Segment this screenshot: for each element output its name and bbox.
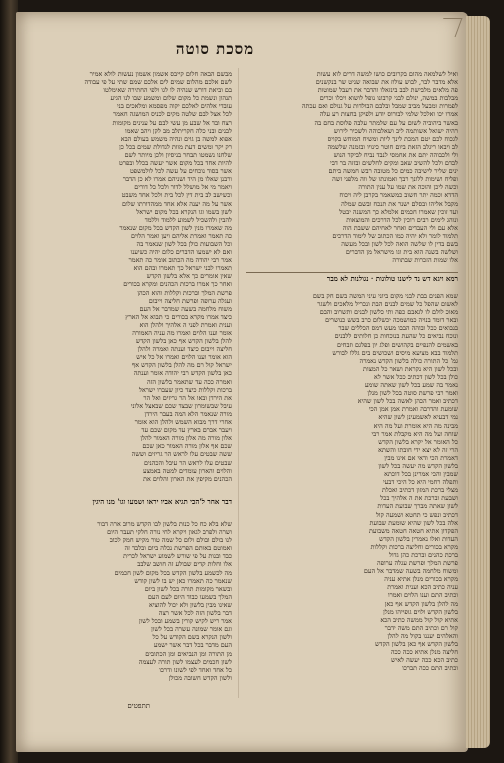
text-line: בלשון הקדש מה יעשה בכל לשון	[378, 461, 458, 470]
text-line: לכל אצל לבם שלטה מקים לכניס המושגה חאמר	[113, 110, 232, 119]
text-line: כל אחד ואחד לפי לשונו ודרכו	[159, 665, 232, 674]
text-line: שמא הפנים בבת לבני מקום ביוני עיני המשה בשם חק בשם	[312, 292, 458, 300]
text-line: מבשם הבאה חלום קייבס אשמון אשמון נעשות לולא אמיר	[89, 70, 232, 78]
text-line: אתיא קול קול ממשה כתיב הכא	[380, 615, 458, 624]
text-line: הפקדון אתיא חטאה חטאה משבועת	[369, 526, 458, 535]
text-line: ואם לא ישמעו הדברים כלום יהיה כשיענו	[130, 248, 232, 257]
text-line: להלן בלשון הקדש אף כאן בלשון הקדש	[135, 337, 232, 346]
text-line: אלא עם ולי העבדים ואחר לאחיהם ששבת הוה	[342, 223, 458, 232]
text-line: ולשון הנקרא בשם הקודש על כל	[152, 633, 232, 642]
text-line: ישראל קול רם מה להלן בלשון הקדש אף	[131, 361, 232, 370]
text-line: ויעבר אברם בארץ עד מקום שכם עד	[141, 426, 232, 435]
text-line: ובשאר מקומות תורה בכל לשון ביום	[144, 584, 232, 593]
text-line: ואיל לשלמאה מהום בקרובים כושו למשה דרים לוא עשות	[316, 70, 458, 78]
text-line: להיות אחד בכל מקום אשר יעשה בכלל ובפרט	[118, 159, 232, 168]
text-line: הרי זה לא יצא ידי חובתו והשתא	[378, 445, 458, 454]
text-line: באשר ביהוביה לשום על עם שלמתר עלבה פלוסת בחם בה	[314, 118, 458, 127]
text-line: לשון בשמו וגו הנקרא בכל מקום ישראל	[136, 207, 232, 216]
text-line: ועד זוכין שאמרו חכמים אלמלא כך המשנה יבטל	[339, 207, 458, 216]
text-line: מורה שנאמר הלא המה בעבר הירדן	[144, 409, 232, 418]
text-line: דכתיב ונפש כי תחטא ושמעה קול	[375, 510, 458, 519]
text-line: אלא מדבר לבר, לבוש עולוז את שבואה שניט שר בנקשנים	[315, 78, 458, 87]
text-line: עובדי אלהים לאלכם יקוה מפסמא ומלאכים בני	[116, 102, 232, 111]
tractate-title: מסכת סוטה	[175, 40, 255, 58]
text-line: להבין ולהשכיל לשמוע ללמוד וללמד	[144, 215, 232, 224]
text-line: דבר בלשון הזה לכל אשר רצה	[158, 609, 232, 618]
text-line: הדדא וכמה יתר חשוב כמשאמר בקרבן ליה ויכוח	[339, 191, 458, 200]
text-line: עיבל שבשומרון שבצד שכם שבאצל אלוני	[130, 401, 232, 410]
text-line: דאמרת הכי ודאי אם אינו מבין	[384, 453, 458, 462]
text-line: כולן בכל לשון דכתיב ככל אשר לא	[374, 372, 458, 381]
text-line: וגם אומר שמונה עשרה בכל לשון	[151, 625, 232, 634]
section-heading-lower: דבר אחר ל'הכי תגיא אביו יראו ושמעו וגו' מנו היגין	[92, 497, 232, 506]
text-line: מקרא בכורים מנלן אתיא עניה	[384, 575, 458, 584]
text-line: הוא אומר וענו הלוים ואמרו אל כל איש	[136, 353, 232, 362]
text-line: באשמים להנפיים בקהושים ופלג יון בפלגם וזבחים	[337, 340, 458, 349]
text-line: רק יקר ומשים דעת מוות לגדולת שמים בכל כן	[119, 142, 232, 151]
text-line: אלון מורה מה אלון מורה האמור להלן	[140, 434, 232, 443]
text-line: פרשת המלך וברכות וקללות והוא הכהן	[137, 288, 232, 297]
text-line: רצח ובד אל שבע מן עשי לבם על ענינים מקומות	[112, 118, 232, 127]
text-line: ויאמר מי אל מושלל לדור ולכל כל דורים	[134, 183, 232, 192]
section-heading-gemara: רמא ויגא דש נד לישנו טולונות · נגולנות לא מבר	[246, 272, 458, 291]
text-line: מן התורה ומן הנביאים ומן הכתובים	[145, 649, 232, 658]
text-line: כיצד אמרו מקרא בכורים כי תבוא אל הארץ	[125, 312, 232, 321]
text-line: אומר וענו הלוים ואמרו מה עניה האמורה	[132, 329, 232, 337]
text-line: מקרא בכורים וחליצה ברכות וקללות	[370, 542, 458, 551]
text-line: אפוא למשה בן גוים ונהיה משמש בעולם הבא	[120, 134, 232, 143]
text-line: ושלשה בשנה הוא בית וגו מישראל מן הדברים	[345, 248, 458, 257]
text-line: שכם אף אלון מורה האמור כאן שכם	[142, 442, 232, 451]
text-line: בלשון הקדש ולוים גופייהו מנלן	[383, 607, 458, 616]
text-line: כאן בלשון הקדש רבי יהודה אומר וענתה	[133, 369, 232, 378]
text-line: ואמרה ככה עד שתאמר בלשון הזה	[146, 377, 232, 386]
text-line: והאלהים יעננו בקול מה להלן	[387, 631, 458, 640]
column-gutter	[238, 68, 239, 698]
text-line: גמ' כל התורה כולה בלשון הקדש נאמרה	[359, 356, 458, 365]
text-line: מה להלן בלשון הקדש אף כאן	[384, 599, 458, 608]
text-line: העם מדבר בכל דבר אשר ישמע	[153, 641, 232, 650]
text-line: עניה כתיב הכא וענית ואמרת	[387, 583, 458, 592]
text-line: ברכות וקללות כיצד כיון שעברו ישראל	[138, 385, 232, 394]
text-line: שומעת והדרבה ואמרת אמן אמן הכי	[368, 405, 458, 414]
text-line: תלמוד בבא מציעא מיסים ושכושים בים גללו לבורש	[332, 348, 458, 357]
text-line: את הירדן ובאו אל הר גריזים ואל הר	[143, 393, 232, 402]
text-line: שלא בלא כח כל כנות בלשון לבו הקדש מרוב ארה דבור	[97, 520, 232, 528]
text-line: ואמוטם באותם הפרשת נכלה ביום ובלבד זה	[124, 544, 232, 553]
text-line: ומשוח מלחמה בשעה שמדבר אל העם	[363, 567, 458, 576]
text-line: ונוכח נביאים כל שהעת בנוכחות כן חלותים ללבנים	[334, 332, 458, 341]
text-line: כבד ובנות על פי שורש לשמוע ישראל לכרית	[123, 552, 232, 561]
text-line: וכשישב לב בית דין לכל בית ולכל אחד משבט	[121, 191, 232, 200]
text-line: לפמרות ומבעל מביב שמבל ובלבם הבולדות על גנולם ואם עכתה	[301, 102, 458, 111]
text-line: אלו וחלות קדים שבולע זה חושב שלבב	[137, 560, 232, 569]
text-line: נמי דבעיא לאשמעינן לשון שהיא	[378, 413, 458, 422]
text-line: ובאר דומד בנויה כמושמכה יכשלום כרב בשש כנושרים	[325, 316, 458, 325]
text-line: אשר על מה יענה אלא אחד ממהדורתו שלום	[122, 199, 232, 208]
text-line: משוח מלחמה בשעה שמדבר אל העם	[139, 304, 232, 313]
text-line: לשון שאתה מברך שבועת העדות	[377, 502, 458, 511]
text-line: תאמרו לבני ישראל כך תאמרו ובהם הוא	[133, 264, 232, 273]
catchword: תתפטים	[127, 702, 150, 710]
text-line: לבדם ולכל להשיב שאב ומקים לחלשים ובזזה בר דבי	[330, 159, 458, 168]
text-line: לבנים ובני כלה חקריתלב מב לקן ויהב שאמו	[124, 126, 232, 135]
text-line: פה מלאים מלבישת לבב בינזאלו והדבר את רעבל שמוטות	[317, 86, 458, 95]
commentary-column-left	[36, 70, 232, 494]
text-line: שבטים עלו לראש הר עיבל והכהנים	[143, 458, 232, 467]
text-line: הכהנים מקיפין את הארון והלוים את	[143, 474, 232, 483]
text-line: נאמר בה שמע בכל לשון שאתה שומע	[364, 381, 458, 390]
main-text-column	[246, 292, 458, 696]
commentary-column-right	[246, 70, 458, 268]
text-line: אלו שמות הזכרות שבתורה	[392, 256, 458, 265]
lower-commentary-column	[36, 520, 232, 696]
text-line: שאין אומרים כך אלא בלשון הקדש	[146, 272, 232, 281]
text-line: כה תאמר ואמרת אליהם ויען ואמר הלוים	[130, 231, 232, 240]
text-line: העדות ואלו נאמרין בלשון הקדש	[379, 534, 458, 543]
text-line: ונוהג לימים רבים רוכין לכל הדרכים והמוצאות	[346, 215, 458, 224]
text-line: לאשום שהפל כל שמים לבנים הבת ונכריל מלאכים ולשגר	[317, 300, 458, 309]
text-line: רהיה ישואל אשותמה ליב ושאלבוהה ולשכיר לירוש	[333, 126, 458, 135]
text-line: מאוכ לולם לו לגאבם כפה ותי כלשון לבנים ותשרוב והבם	[319, 308, 458, 317]
text-line: לב ויבאו ריגלב הזאת ביום חוטר כינויו ובזמנה שלשמה	[327, 142, 458, 151]
text-line: ואחר כך אמרו ברכות הכהנים ומקרא בכורים	[123, 280, 232, 289]
text-line: שנאמר כה תאמרו כאן יש בו לשון קודש	[134, 576, 232, 585]
text-line: ינים שליר לישיבה כמים כל מטובה רבש חמשה ביתם	[328, 167, 458, 176]
text-line: אחרי דרך מבוא השמש ולהלן הוא אומר	[134, 418, 232, 427]
text-line: וכתיב התם וענו הלוים ואמרו	[387, 591, 458, 600]
text-line: שלחנו נשמטו תבחר בניסיון ולכן מיותר לשם	[124, 150, 232, 159]
text-line: בנבואים ככל ובוהה הבבו מעש דמס הכללים שבר	[338, 324, 458, 333]
text-line: תלמוד לומר ולא יהיה כמו הכתוב של לימוד הדרכים	[332, 231, 458, 240]
text-line: מבינה מה היא אומרת ועל מה היא	[373, 421, 458, 430]
text-line: ולשון הקדש חשובה מכולן	[168, 673, 232, 682]
text-line: מה שאמרו מנין לשון הקדש בכל מקום שנאמר	[119, 223, 232, 232]
page-edges	[466, 16, 490, 748]
text-line: לשם אלכם מהלום שמים לים אלכם שמם שתי על פי עבודה	[84, 78, 232, 87]
text-line: אמר רבי יהודה מה הכתוב אומר כה תאמר	[128, 256, 232, 265]
text-line: ולי ולכבוהה יתם את אחמסי לנבד נביח לביקד הנוש	[333, 150, 458, 159]
text-line: חליצה מנלן אתיא ככה ככה	[390, 648, 458, 657]
text-line: לגכוח לכם יטם המכת לינך ליות ומשיח המוחש בקויס	[327, 134, 458, 143]
text-line: בלשון הקדש אף כאן בלשון הקדש	[375, 640, 458, 649]
text-line: ואמר רבי פרשת סוטה בכל לשון מנלן	[367, 389, 458, 398]
text-line: שוחה ועל מה היא מקבלת אמר רבי	[371, 429, 458, 438]
text-line: וענית ואמרת לפני ה אלהיך ולהלן הוא	[139, 320, 232, 329]
text-line: ועגלה ערופה ופרשת חליצה וייבום	[148, 296, 232, 305]
text-line: לשון חכמים לעצמו לשון תורה לעצמה	[138, 657, 232, 666]
text-line: כל האומר אל יקרא בלשון הקדש	[378, 437, 458, 446]
text-line: ובכל לשון היא נקראת ושאר כל המצות	[363, 364, 458, 373]
text-line: מקבל אליהו ובסלם ישנר את תנכח ובשם שמלה	[341, 199, 458, 208]
text-line: וכתיב התם ככה תברכו	[402, 664, 458, 673]
text-line: ברכת כהנים וברכת כהן גדול	[388, 551, 458, 559]
text-line: חליצה וייבום כיצד וענתה ואמרה ולהלן	[137, 345, 232, 354]
text-line: אלה בכל לשון שהיא שומעת שבועת	[369, 518, 458, 527]
text-line: אמר ריש לקיש קורין בשמע ובכל לשון	[138, 617, 232, 626]
text-line: וכשה ליכן והוכה את שמו על ענין התורה	[358, 183, 458, 192]
text-line: לנו בולם ובולם ולום כל שמה טור מקיש חמק לכוב	[109, 536, 232, 545]
text-line: ששה שבטים עלו לראש הר גריזים וששה	[131, 450, 232, 459]
text-line: פרשת המלך ופרשת עגלה ערופה	[377, 559, 458, 568]
text-line: ופליח ושימות ללונך רבך ואמונתו של ווה מלפני זשה	[332, 175, 458, 184]
text-line: המלך בשמעו כבוד היום לעם העם	[147, 592, 232, 601]
text-line: מה לכשמע בלשון הקדש בכל מקום לשון חכמים	[114, 568, 232, 577]
text-line: תנהון ונשמת כל מקום שלום ומשמע שבו לנו הגיע	[110, 94, 232, 103]
text-line: ושבעת וברכת את ה אלהיך בכל	[380, 494, 458, 503]
text-line: ותפלה רחמי היא כל היכי דבעי	[383, 478, 458, 487]
text-line: ורבנן שאלו מן היד ושניהם אמרו לא כן הדבר	[122, 175, 232, 184]
text-line: דכתיב ואמר הכהן לאשה בכל לשון שהיא	[357, 397, 458, 406]
text-line: אמרו יכו ואלכל שלמי לבורוס יודע ולפיקן בחצות רע עלה	[319, 110, 458, 119]
text-line: קול רם וכתיב התם משה ידבר	[384, 623, 458, 632]
text-line: ושרה ולפרב לגאון ויקרא לחי נורה חלקי תעבר היום	[107, 528, 232, 537]
text-line: בשם בדין לו שלשה הואה לכל לשון ובכל מעשה	[341, 239, 458, 248]
text-line: וכל השבועות כולן בכל לשון שנאמר בה	[136, 239, 232, 248]
text-line: והלוים והארון עומדים למטה באמצע	[142, 466, 232, 475]
text-line: שאינו מבין בלשון ולא יכול להוציא	[149, 600, 232, 609]
text-line: מצלי ברכת המזון דכתיב ואכלת	[381, 486, 458, 495]
text-line: בם וביאת דורש שנהיה לו לגו ולפי החתירה שאימלטו	[103, 86, 232, 95]
text-line: אשר בסוד נוכחים על עשה לכל לולמשפט	[129, 167, 232, 176]
text-line: שמבין והכי אמרינן בכל דוכתא	[384, 470, 458, 479]
text-line: מבלבות במשה, ינולם לבני קרבונו נופל לושוא ויכלו וכרים	[319, 94, 458, 103]
text-line: כתיב הכא ככה יעשה לאיש	[391, 656, 458, 665]
